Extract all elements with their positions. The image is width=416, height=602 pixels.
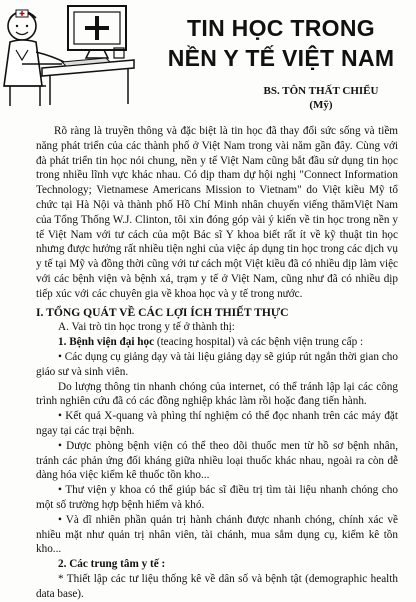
bullet-xray: • Kết quả X-quang và phìng thí nghiệm có thể đọc nhanh trên các máy đặt ngay tại các trại bệnh. bbox=[36, 410, 398, 437]
article-body bbox=[36, 124, 398, 602]
item-1-rest: (teacing hospital) và các bệnh viện trung cấp : bbox=[154, 336, 364, 349]
intro-paragraph: Rõ ràng là truyền thông và đặc biệt là tin học đã thay đổi sức sống và tiềm năng phát triển của các thành phố ở Việt Nam trong vài năm gần đây. Cùng với đà phát triển tin học nói chung, nền y tế Việt Nam cũng bắt đầu sử dụng tin học trong nhiều lĩnh vực khác nhau. Có dịp tham dự hội nghị "Connect Information Technology; Vietnamese Americans Mission to Vietnam" do Việt kiều Mỹ tổ chức tại Hà Nội và thành phố Hồ Chí Minh nhân chuyến viếng thămViệt Nam của Tổng Thống W.J. Clinton, tôi xin đóng góp vài ý kiến về tin học trong nền y tế Việt Nam với tư cách của một Bác sĩ Y khoa biết rất ít về kỹ thuật tin học nhưng được hưởng rất nhiều tiện nghi của việc áp dụng tin học trong các dịch vụ y tế tại Mỹ và đồng thời cũng với tư cách một Việt kiều đã có nhiều dịp làm việc với các bệnh viện và bệnh xá, trạm y tế ở Việt Nam, cũng như đã có nhiều dịp tiếp xúc với các chuyên gia về khoa học và y tế trong nước. bbox=[36, 125, 398, 300]
bullet-statistics: * Thiết lập các tư liệu thống kê về dân số và bệnh tật (demographic health data base). bbox=[36, 572, 398, 600]
doctor-with-computer-illustration bbox=[2, 2, 140, 110]
item-1-heading: 1. Bệnh viện đại học bbox=[58, 336, 155, 349]
item-2-heading: 2. Các trung tâm y tế : bbox=[58, 558, 166, 571]
author-block bbox=[236, 84, 406, 112]
author-country: (Mỹ) bbox=[309, 99, 333, 111]
item-1-line bbox=[36, 335, 398, 350]
subsection-a: A. Vai trò tin học trong y tế ở thành thị: bbox=[58, 321, 235, 334]
bullet-library: • Thư viện y khoa có thể giúp bác sĩ điều trị tìm tài liệu nhanh chóng cho một số trường hợp bệnh hiếm và khó. bbox=[36, 484, 398, 511]
section-heading: I. TỔNG QUÁT VỀ CÁC LỢI ÍCH THIẾT THỰC bbox=[36, 305, 289, 319]
article-title-line-2: NỀN Y TẾ VIỆT NAM bbox=[167, 45, 395, 71]
bullet-pharmacy: • Dược phòng bệnh viện có thể theo dõi thuốc men từ hồ sơ bệnh nhân, tránh các phản ứng đối kháng giữa nhiều loại thuốc khác nhau, ngoài ra còn dễ dàng hóa việc kiểm kê thuốc tồn kho... bbox=[36, 439, 398, 482]
author-name: BS. TÔN THẤT CHIỂU bbox=[263, 85, 379, 97]
paragraph-internet: Do lượng thông tin nhanh chóng của internet, có thể tránh lập lại các công trình nghiên cứu đã có các đồng nghiệp khác làm rồi hoặc đang tiến hành. bbox=[36, 380, 398, 408]
bullet-administration: • Và dĩ nhiên phần quản trị hành chánh được nhanh chóng, chính xác về nhiều mặt như quản trị nhân viên, tài chánh, mua sắm dụng cụ, kiểm kê tồn kho... bbox=[36, 513, 398, 556]
article-title-line-1: TIN HỌC TRONG bbox=[187, 15, 375, 41]
bullet-teaching-tools: • Các dụng cụ giảng dạy và tài liệu giảng dạy sẽ giúp rút ngắn thời gian cho giáo sư và sinh viên. bbox=[36, 350, 398, 378]
